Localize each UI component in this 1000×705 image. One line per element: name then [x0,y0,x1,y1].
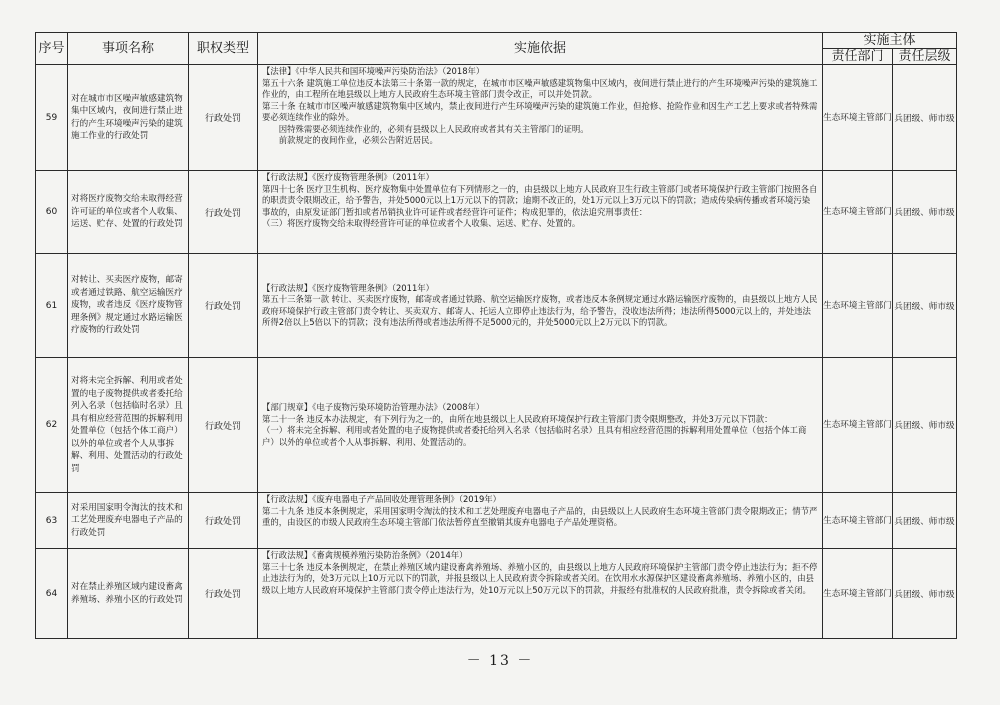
row-basis [258,254,823,358]
row-type: 行政处罚 [189,65,258,171]
basis-clause: （三）将医疗废物交给未取得经营许可证的单位或者个人收集、运送、贮存、处置的。 [262,218,581,228]
authority-table [35,32,957,639]
row-item-name: 对转让、买卖医疗废物，邮寄或者通过铁路、航空运输医疗废物，或者违反《医疗废物管理条例》规定通过水路运输医疗废物的行政处罚 [68,254,189,358]
row-basis [258,549,823,639]
row-seq: 63 [36,493,68,549]
table-row [36,549,957,639]
header-dept: 责任部门 [823,49,893,65]
basis-source: 【行政法规】《畜禽规模养殖污染防治条例》（2014年） [262,550,468,560]
basis-clause: 第二十九条 违反本条例规定，采用国家明令淘汰的技术和工艺处理废弃电器电子产品的，由县级以上人民政府生态环境主管部门责令限期改正；情节严重的，由设区的市级人民政府生态环境主管部门依法暂停直至撤销其废弃电器电子产品处理资格。 [262,505,818,527]
row-item-name: 对在城市市区噪声敏感建筑物集中区域内，夜间进行禁止进行的产生环境噪声污染的建筑施工作业的行政处罚 [68,65,189,171]
row-item-name: 对将未完全拆解、利用或者处置的电子废物提供或者委托给列入名录（包括临时名录）且具有相应经营范围的拆解利用处置单位（包括个体工商户）以外的单位或者个人从事拆解、利用、处置活动的行政处罚 [68,358,189,493]
row-dept: 生态环境主管部门 [823,171,893,254]
row-level: 兵团级、师市级 [893,65,957,171]
basis-clause: 第四十七条 医疗卫生机构、医疗废物集中处置单位有下列情形之一的，由县级以上地方人民政府卫生行政主管部门或者环境保护行政主管部门按照各自的职责责令限期改正，给予警告，并处5000元以上1万元以下的罚款；逾期不改正的，处1万元以上3万元以下的罚款；造成传染病传播或者环境污染事故的，由原发证部门暂扣或者吊销执业许可证件或者经营许可证件；构成犯罪的，依法追究刑事责任： [262,183,818,217]
table-row [36,171,957,254]
row-level: 兵团级、师市级 [893,493,957,549]
row-level: 兵团级、师市级 [893,549,957,639]
basis-source: 【行政法规】《医疗废物管理条例》（2011年） [262,172,435,182]
row-type: 行政处罚 [189,171,258,254]
header-basis: 实施依据 [258,33,823,65]
basis-clause: 第三十条 在城市市区噪声敏感建筑物集中区域内，禁止夜间进行产生环境噪声污染的建筑施工作业，但抢修、抢险作业和因生产工艺上要求或者特殊需要必须连续作业的除外。 [262,100,818,122]
row-seq: 64 [36,549,68,639]
basis-source: 【行政法规】《废弃电器电子产品回收处理管理条例》（2019年） [262,494,502,504]
row-dept: 生态环境主管部门 [823,254,893,358]
row-item-name: 对在禁止养殖区域内建设畜禽养殖场、养殖小区的行政处罚 [68,549,189,639]
header-level: 责任层级 [893,49,957,65]
basis-clause: 第五十六条 建筑施工单位违反本法第三十条第一款的规定，在城市市区噪声敏感建筑物集中区域内，夜间进行禁止进行的产生环境噪声污染的建筑施工作业的，由工程所在地县级以上地方人民政府生态环境主管部门责令改正，可以并处罚款。 [262,77,818,99]
basis-source: 【行政法规】《医疗废物管理条例》（2011年） [262,282,435,293]
basis-clause: 第五十三条第一款 转让、买卖医疗废物，邮寄或者通过铁路、航空运输医疗废物，或者违反本条例规定通过水路运输医疗废物的，由县级以上地方人民政府环境保护行政主管部门责令转让、买卖双方、邮寄人、托运人立即停止违法行为，给予警告，没收违法所得；违法所得5000元以上的，并处违法所得2倍以上5倍以下的罚款；没有违法所得或者违法所得不足5000元的，并处5000元以上2万元以下的罚款。 [262,294,818,327]
row-seq: 60 [36,171,68,254]
row-seq: 59 [36,65,68,171]
row-level: 兵团级、师市级 [893,171,957,254]
row-dept: 生态环境主管部门 [823,549,893,639]
row-basis [258,493,823,549]
basis-source: 【法律】《中华人民共和国环境噪声污染防治法》（2018年） [262,66,485,76]
table-row [36,254,957,358]
header-subject: 实施主体 [823,33,957,49]
header-type: 职权类型 [189,33,258,65]
row-level: 兵团级、师市级 [893,358,957,493]
row-item-name: 对将医疗废物交给未取得经营许可证的单位或者个人收集、运送、贮存、处置的行政处罚 [68,171,189,254]
row-seq: 62 [36,358,68,493]
row-type: 行政处罚 [189,254,258,358]
row-seq: 61 [36,254,68,358]
row-basis [258,65,823,171]
row-basis [258,358,823,493]
header-name: 事项名称 [68,33,189,65]
basis-source: 【部门规章】《电子废物污染环境防治管理办法》（2008年） [262,402,485,412]
row-item-name: 对采用国家明令淘汰的技术和工艺处理废弃电器电子产品的行政处罚 [68,493,189,549]
basis-clause: 第二十一条 违反本办法规定，有下列行为之一的，由所在地县级以上人民政府环境保护行政主管部门责令限期整改，并处3万元以下罚款： [262,413,773,424]
page-number: － 13 － [466,653,534,669]
row-type: 行政处罚 [189,549,258,639]
basis-clause: 因特殊需要必须连续作业的，必须有县级以上人民政府或者其有关主管部门的证明。 [278,123,589,134]
row-dept: 生态环境主管部门 [823,65,893,171]
row-type: 行政处罚 [189,358,258,493]
row-dept: 生态环境主管部门 [823,358,893,493]
table-row [36,493,957,549]
table-row [36,65,957,171]
document-sheet [35,32,956,639]
row-basis [258,171,823,254]
row-level: 兵团级、师市级 [893,254,957,358]
row-type: 行政处罚 [189,493,258,549]
row-dept: 生态环境主管部门 [823,493,893,549]
basis-clause: （一）将未完全拆解、利用或者处置的电子废物提供或者委托给列入名录（包括临时名录）且具有相应经营范围的拆解利用处置单位（包括个体工商户）以外的单位或者个人从事拆解、利用、处置活动的。 [262,425,807,447]
header-seq: 序号 [36,33,68,65]
basis-clause: 第三十七条 违反本条例规定，在禁止养殖区域内建设畜禽养殖场、养殖小区的，由县级以上地方人民政府环境保护主管部门责令停止违法行为；拒不停止违法行为的，处3万元以上10万元以下的罚款，并报县级以上人民政府责令拆除或者关闭。在饮用水水源保护区建设畜禽养殖场、养殖小区的，由县级以上地方人民政府环境保护主管部门责令停止违法行为，处10万元以上50万元以下的罚款，并报经有批准权的人民政府批准，责令拆除或者关闭。 [262,561,818,595]
basis-clause: 前款规定的夜间作业，必须公告附近居民。 [278,135,438,145]
table-row [36,358,957,493]
